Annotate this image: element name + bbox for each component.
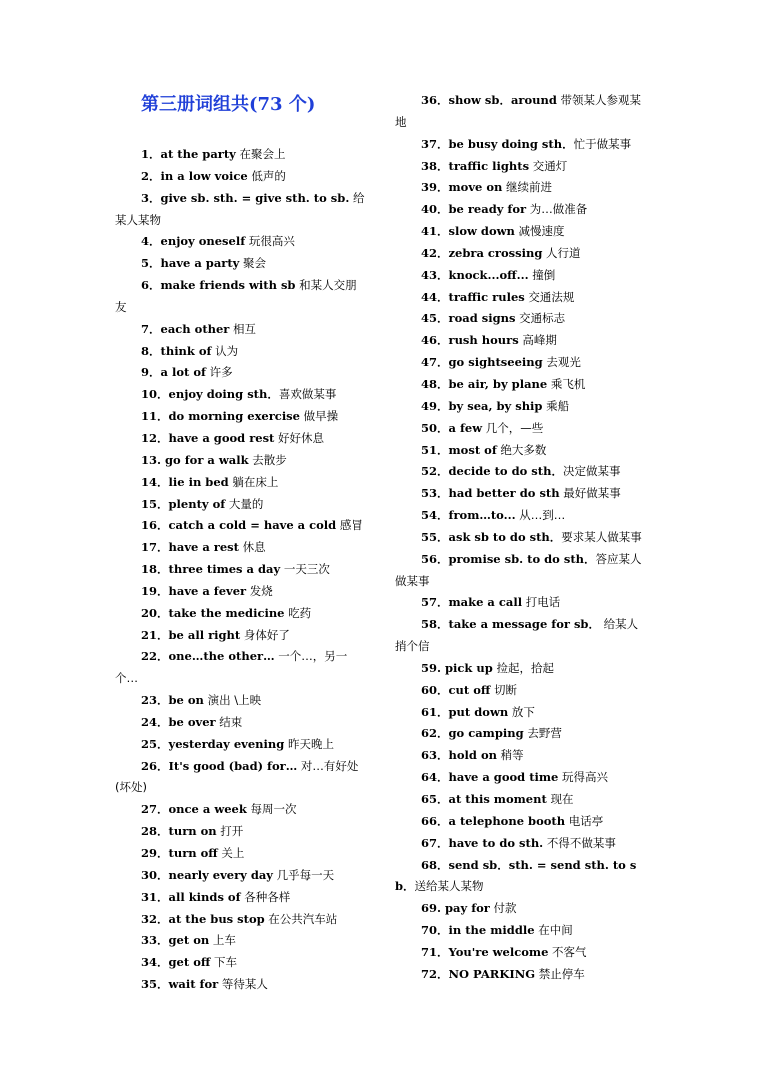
phrase-chinese: 等待某人 (218, 977, 268, 992)
phrase-entry (395, 221, 645, 243)
phrase-entry (115, 625, 365, 647)
phrase-number: 15． (141, 496, 169, 511)
phrase-chinese: 付款 (489, 901, 517, 916)
phrase-number: 26． (141, 758, 169, 773)
phrase-chinese: 为…做准备 (526, 202, 588, 217)
phrase-chinese: 喜欢做某事 (278, 387, 337, 402)
phrase-chinese: 要求某人做某事 (561, 529, 642, 544)
phrase-chinese: 继续前进 (502, 180, 553, 195)
phrase-number: 33． (141, 933, 169, 948)
phrase-number: 52． (421, 464, 449, 479)
phrase-entry (115, 690, 365, 712)
phrase-english: cut off (448, 682, 491, 697)
phrase-english: pick up (445, 660, 493, 675)
phrase-english: in the middle (448, 923, 535, 938)
phrase-entry (395, 745, 645, 767)
left-phrase-list (115, 144, 365, 996)
phrase-english: a telephone booth (448, 813, 566, 828)
phrase-english: turn on (168, 824, 217, 839)
phrase-english: wait for (168, 977, 219, 992)
phrase-entry (395, 396, 645, 418)
phrase-chinese: 去观光 (542, 355, 581, 370)
phrase-chinese: 交通标志 (515, 311, 566, 326)
phrase-entry (395, 418, 645, 440)
phrase-english: You're welcome (448, 944, 549, 959)
phrase-entry (395, 308, 645, 330)
phrase-chinese: 禁止停车 (535, 966, 585, 981)
phrase-chinese: 对…有好处(坏处) (115, 758, 359, 795)
phrase-chinese: 和某人交朋友 (115, 278, 357, 314)
phrase-number: 18． (141, 562, 169, 577)
phrase-english: at this moment (448, 792, 547, 806)
phrase-chinese: 绝大多数 (496, 442, 547, 457)
phrase-number: 32． (141, 911, 169, 926)
phrase-entry (395, 199, 645, 221)
phrase-entry (395, 942, 645, 964)
phrase-entry (395, 592, 645, 614)
phrase-number: 25． (141, 736, 169, 751)
phrase-english: be ready for (448, 202, 527, 217)
phrase-entry (395, 134, 645, 156)
phrase-english: put down (448, 704, 509, 719)
phrase-chinese: 交通灯 (529, 158, 568, 173)
phrase-chinese: 去野营 (523, 726, 562, 741)
phrase-chinese: 交通法规 (524, 289, 575, 304)
phrase-chinese: 一天三次 (280, 562, 330, 577)
phrase-number: 54． (421, 508, 449, 523)
phrase-chinese: 吃药 (284, 605, 312, 620)
phrase-number: 49． (421, 398, 449, 413)
phrase-number: 8． (141, 343, 161, 358)
phrase-entry (115, 799, 365, 821)
phrase-english: be busy doing sth． (448, 136, 574, 151)
phrase-entry (115, 188, 365, 232)
phrase-number: 5． (141, 256, 161, 271)
phrase-english: catch a cold = have a cold (168, 518, 337, 533)
phrase-number: 16． (141, 518, 169, 533)
phrase-number: 28． (141, 824, 169, 839)
phrase-number: 66． (421, 813, 449, 828)
phrase-entry (395, 156, 645, 178)
phrase-english: take a message for sb． (448, 617, 600, 632)
phrase-english: have a rest (168, 540, 239, 555)
phrase-entry (115, 887, 365, 909)
phrase-chinese: 感冒 (336, 518, 363, 533)
phrase-entry (395, 702, 645, 724)
phrase-entry (115, 821, 365, 843)
phrase-number: 30． (141, 867, 169, 882)
phrase-english: have a fever (168, 583, 247, 598)
phrase-entry (395, 243, 645, 265)
phrase-entry (115, 362, 365, 384)
phrase-number: 51． (421, 442, 449, 457)
phrase-chinese: 几个，—些 (482, 420, 544, 435)
phrase-entry (115, 734, 365, 756)
phrase-entry (115, 515, 365, 537)
phrase-chinese: 在公共汽车站 (264, 911, 338, 926)
phrase-number: 9． (141, 365, 161, 380)
phrase-number: 60． (421, 682, 449, 697)
phrase-number: 63． (421, 748, 449, 763)
phrase-chinese: 低声的 (247, 168, 286, 183)
phrase-english: one…the other… (168, 649, 275, 664)
phrase-entry (395, 855, 645, 899)
phrase-english: send sb．sth. = send sth. to sb． (395, 857, 637, 894)
phrase-english: enjoy doing sth． (168, 387, 279, 402)
phrase-english: ask sb to do sth． (448, 529, 562, 544)
phrase-number: 44． (421, 289, 449, 304)
phrase-chinese: 决定做某事 (562, 464, 621, 479)
phrase-number: 71． (421, 944, 449, 959)
phrase-number: 62． (421, 726, 449, 741)
phrase-entry (115, 865, 365, 887)
phrase-chinese: 不得不做某事 (543, 835, 616, 850)
phrase-english: three times a day (168, 562, 281, 577)
phrase-chinese: 切断 (490, 682, 517, 697)
phrase-chinese: 人行道 (542, 245, 581, 260)
phrase-english: slow down (448, 224, 515, 239)
phrase-entry (115, 756, 365, 800)
phrase-entry (395, 833, 645, 855)
phrase-number: 40． (421, 202, 449, 217)
phrase-english: road signs (448, 311, 516, 326)
phrase-english: in a low voice (160, 168, 248, 183)
phrase-english: turn off (168, 846, 218, 860)
phrase-number: 36． (421, 93, 449, 107)
phrase-entry (395, 920, 645, 942)
phrase-english: be all right (168, 627, 241, 642)
phrase-entry (115, 472, 365, 494)
phrase-english: move on (448, 180, 503, 195)
phrase-number: 38． (421, 158, 449, 173)
phrase-number: 67． (421, 835, 449, 850)
phrase-entry (115, 428, 365, 450)
phrase-entry (395, 767, 645, 789)
phrase-number: 43． (421, 267, 449, 282)
page-title: 第三册词组共(73 个) (141, 94, 316, 115)
phrase-number: 11． (141, 409, 169, 424)
phrase-entry (395, 811, 645, 833)
phrase-entry (395, 505, 645, 527)
phrase-number: 57． (421, 595, 449, 610)
phrase-english: do morning exercise (168, 409, 300, 424)
phrase-number: 41． (421, 224, 449, 239)
phrase-entry (395, 177, 645, 199)
phrase-chinese: 打电话 (522, 595, 561, 610)
phrase-number: 64． (421, 770, 449, 785)
phrase-english: get on (168, 933, 210, 948)
phrase-english: make a call (448, 595, 523, 610)
phrase-number: 2． (141, 168, 161, 183)
phrase-english: nearly every day (168, 867, 273, 882)
phrase-chinese: 许多 (205, 365, 233, 380)
phrase-chinese: 现在 (546, 792, 574, 806)
phrase-chinese: 好好休息 (274, 430, 325, 445)
title-spacer (115, 120, 365, 144)
phrase-english: a few (448, 420, 483, 435)
phrase-entry (115, 712, 365, 734)
phrase-number: 23． (141, 693, 169, 708)
phrase-english: take the medicine (168, 605, 285, 620)
phrase-chinese: 捡起，拾起 (492, 660, 554, 675)
phrase-entry (115, 603, 365, 625)
phrase-english: make friends with sb (160, 278, 296, 293)
phrase-english: a lot of (160, 365, 206, 380)
phrase-chinese: 带领某人参观某地 (395, 93, 642, 129)
phrase-chinese: 关上 (217, 846, 245, 860)
phrase-english: decide to do sth． (448, 464, 563, 479)
phrase-number: 47． (421, 355, 449, 370)
phrase-chinese: 认为 (211, 343, 239, 358)
phrase-number: 70． (421, 923, 449, 938)
phrase-entry (115, 537, 365, 559)
phrase-chinese: 打开 (216, 824, 244, 839)
phrase-english: rush hours (448, 333, 519, 348)
phrase-chinese: 乘船 (542, 398, 570, 413)
phrase-chinese: 相互 (229, 321, 257, 336)
phrase-chinese: 一个…，另一个… (115, 649, 348, 686)
phrase-english: by sea, by ship (448, 398, 543, 413)
phrase-chinese: 几乎每一天 (273, 867, 335, 882)
phrase-entry (115, 646, 365, 690)
phrase-english: It's good (bad) for… (168, 758, 298, 773)
phrase-number: 56． (421, 551, 449, 566)
phrase-chinese: 每周一次 (246, 802, 297, 817)
phrase-english: zebra crossing (448, 245, 543, 260)
phrase-chinese: 放下 (508, 704, 535, 719)
phrase-english: have to do sth. (448, 835, 544, 850)
phrase-entry (395, 964, 645, 986)
phrase-english: yesterday evening (168, 736, 285, 751)
phrase-entry (395, 527, 645, 549)
phrase-number: 20． (141, 605, 169, 620)
phrase-number: 65． (421, 792, 449, 806)
phrase-entry (395, 440, 645, 462)
phrase-entry (395, 549, 645, 593)
phrase-chinese: 各种各样 (240, 889, 291, 904)
phrase-number: 39． (421, 180, 449, 195)
phrase-entry (395, 374, 645, 396)
phrase-number: 37． (421, 136, 449, 151)
phrase-english: NO PARKING (448, 966, 536, 981)
phrase-english: think of (160, 343, 212, 358)
phrase-chinese: 下车 (210, 955, 237, 970)
phrase-chinese: 最好做某事 (559, 486, 621, 501)
phrase-chinese: 电话亭 (565, 813, 604, 828)
phrase-entry (395, 265, 645, 287)
phrase-entry (115, 275, 365, 319)
phrase-chinese: 撞倒 (528, 267, 556, 282)
phrase-entry (115, 319, 365, 341)
phrase-entry (395, 287, 645, 309)
phrase-number: 50． (421, 420, 449, 435)
phrase-english: get off (168, 955, 211, 970)
phrase-entry (115, 952, 365, 974)
phrase-chinese: 玩很高兴 (245, 234, 295, 249)
phrase-number: 7． (141, 321, 161, 336)
phrase-chinese: 大量的 (225, 496, 264, 511)
phrase-chinese: 做早操 (299, 409, 339, 424)
phrase-number: 21． (141, 627, 169, 642)
phrase-entry (395, 898, 645, 920)
phrase-entry (115, 384, 365, 406)
phrase-number: 19． (141, 583, 169, 598)
phrase-entry (115, 494, 365, 516)
phrase-number: 58． (421, 617, 449, 632)
phrase-number: 3． (141, 190, 161, 205)
phrase-chinese: 去散步 (248, 452, 287, 467)
phrase-number: 24． (141, 714, 169, 729)
phrase-number: 55． (421, 529, 449, 544)
phrase-chinese: 给某人某物 (115, 190, 365, 227)
phrase-number: 61． (421, 704, 449, 719)
phrase-english: show sb．around (448, 93, 557, 107)
phrase-entry (395, 658, 645, 680)
phrase-number: 13. (141, 452, 166, 467)
phrase-english: be on (168, 693, 204, 708)
phrase-chinese: 休息 (238, 540, 266, 555)
phrase-chinese: 稍等 (497, 748, 524, 763)
phrase-english: traffic rules (448, 289, 525, 304)
phrase-entry (115, 341, 365, 363)
phrase-chinese: 给某人捎个信 (395, 617, 639, 654)
right-phrase-list (395, 90, 645, 986)
phrase-english: all kinds of (168, 889, 241, 904)
right-column (395, 90, 645, 986)
phrase-entry (115, 231, 365, 253)
phrase-number: 72． (421, 966, 449, 981)
phrase-number: 27． (141, 802, 169, 817)
phrase-entry (395, 330, 645, 352)
phrase-english: promise sb. to do sth． (448, 551, 596, 566)
phrase-chinese: 结束 (215, 714, 243, 729)
phrase-english: from…to... (448, 508, 516, 523)
phrase-english: have a good time (448, 770, 559, 785)
phrase-number: 22． (141, 649, 169, 664)
phrase-number: 53． (421, 486, 449, 501)
phrase-number: 59. (421, 660, 446, 675)
phrase-entry (395, 614, 645, 658)
phrase-chinese: 忙于做某事 (573, 136, 632, 151)
phrase-chinese: 送给某人某物 (414, 879, 484, 894)
phrase-chinese: 减慢速度 (514, 224, 565, 239)
phrase-chinese: 玩得高兴 (558, 770, 609, 785)
phrase-number: 46． (421, 333, 449, 348)
phrase-english: plenty of (168, 496, 226, 511)
phrase-english: enjoy oneself (160, 234, 246, 249)
phrase-english: give sb. sth. = give sth. to sb. (160, 190, 350, 205)
phrase-chinese: 演出 \上映 (203, 693, 262, 708)
phrase-entry (115, 166, 365, 188)
phrase-entry (395, 789, 645, 811)
phrase-number: 4． (141, 234, 161, 249)
phrase-chinese: 乘飞机 (547, 376, 586, 391)
phrase-chinese: 高峰期 (518, 333, 557, 348)
phrase-number: 14． (141, 474, 169, 489)
phrase-entry (115, 843, 365, 865)
phrase-english: at the bus stop (168, 911, 265, 926)
phrase-english: lie in bed (168, 474, 229, 489)
phrase-entry (395, 723, 645, 745)
phrase-number: 10． (141, 387, 169, 402)
phrase-entry (395, 352, 645, 374)
phrase-english: go for a walk (165, 452, 249, 467)
left-column (115, 90, 365, 996)
phrase-entry (115, 144, 365, 166)
phrase-english: at the party (160, 147, 236, 161)
phrase-english: hold on (448, 748, 497, 763)
phrase-chinese: 在聚会上 (235, 147, 286, 161)
phrase-entry (115, 909, 365, 931)
phrase-entry (115, 253, 365, 275)
phrase-english: once a week (168, 802, 247, 817)
phrase-english: go camping (448, 726, 524, 741)
phrase-chinese: 答应某人做某事 (395, 551, 642, 588)
phrase-number: 68． (421, 857, 449, 872)
phrase-number: 34． (141, 955, 169, 970)
phrase-number: 69. (421, 901, 446, 916)
phrase-number: 45． (421, 311, 449, 326)
phrase-entry (115, 930, 365, 952)
phrase-chinese: 上车 (209, 933, 236, 948)
phrase-number: 12． (141, 430, 169, 445)
phrase-english: traffic lights (448, 158, 530, 173)
phrase-english: most of (448, 442, 497, 457)
phrase-english: have a party (160, 256, 240, 271)
phrase-entry (395, 90, 645, 134)
phrase-english: pay for (445, 901, 490, 916)
phrase-number: 42． (421, 245, 449, 260)
phrase-chinese: 聚会 (239, 256, 266, 271)
phrase-entry (115, 559, 365, 581)
phrase-entry (115, 581, 365, 603)
phrase-number: 31． (141, 889, 169, 904)
phrase-english: go sightseeing (448, 355, 543, 370)
phrase-chinese: 身体好了 (240, 627, 290, 642)
phrase-entry (115, 450, 365, 472)
phrase-number: 17． (141, 540, 169, 555)
phrase-entry (115, 974, 365, 996)
phrase-chinese: 发烧 (246, 583, 273, 598)
phrase-chinese: 不客气 (548, 944, 587, 959)
phrase-english: be over (168, 714, 216, 729)
phrase-english: have a good rest (168, 430, 275, 445)
phrase-chinese: 躺在床上 (228, 474, 279, 489)
phrase-english: be air, by plane (448, 376, 548, 391)
phrase-entry (115, 406, 365, 428)
phrase-number: 6． (141, 278, 161, 293)
phrase-chinese: 昨天晚上 (284, 736, 334, 751)
phrase-english: each other (160, 321, 230, 336)
phrase-english: had better do sth (448, 486, 560, 501)
phrase-english: knock...off... (448, 267, 529, 282)
phrase-entry (395, 461, 645, 483)
phrase-chinese: 在中间 (534, 923, 573, 938)
phrase-entry (395, 680, 645, 702)
phrase-entry (395, 483, 645, 505)
phrase-chinese: 从…到… (515, 508, 566, 523)
phrase-number: 35． (141, 977, 169, 992)
phrase-number: 1． (141, 147, 161, 161)
phrase-number: 48． (421, 376, 449, 391)
phrase-number: 29． (141, 846, 169, 860)
